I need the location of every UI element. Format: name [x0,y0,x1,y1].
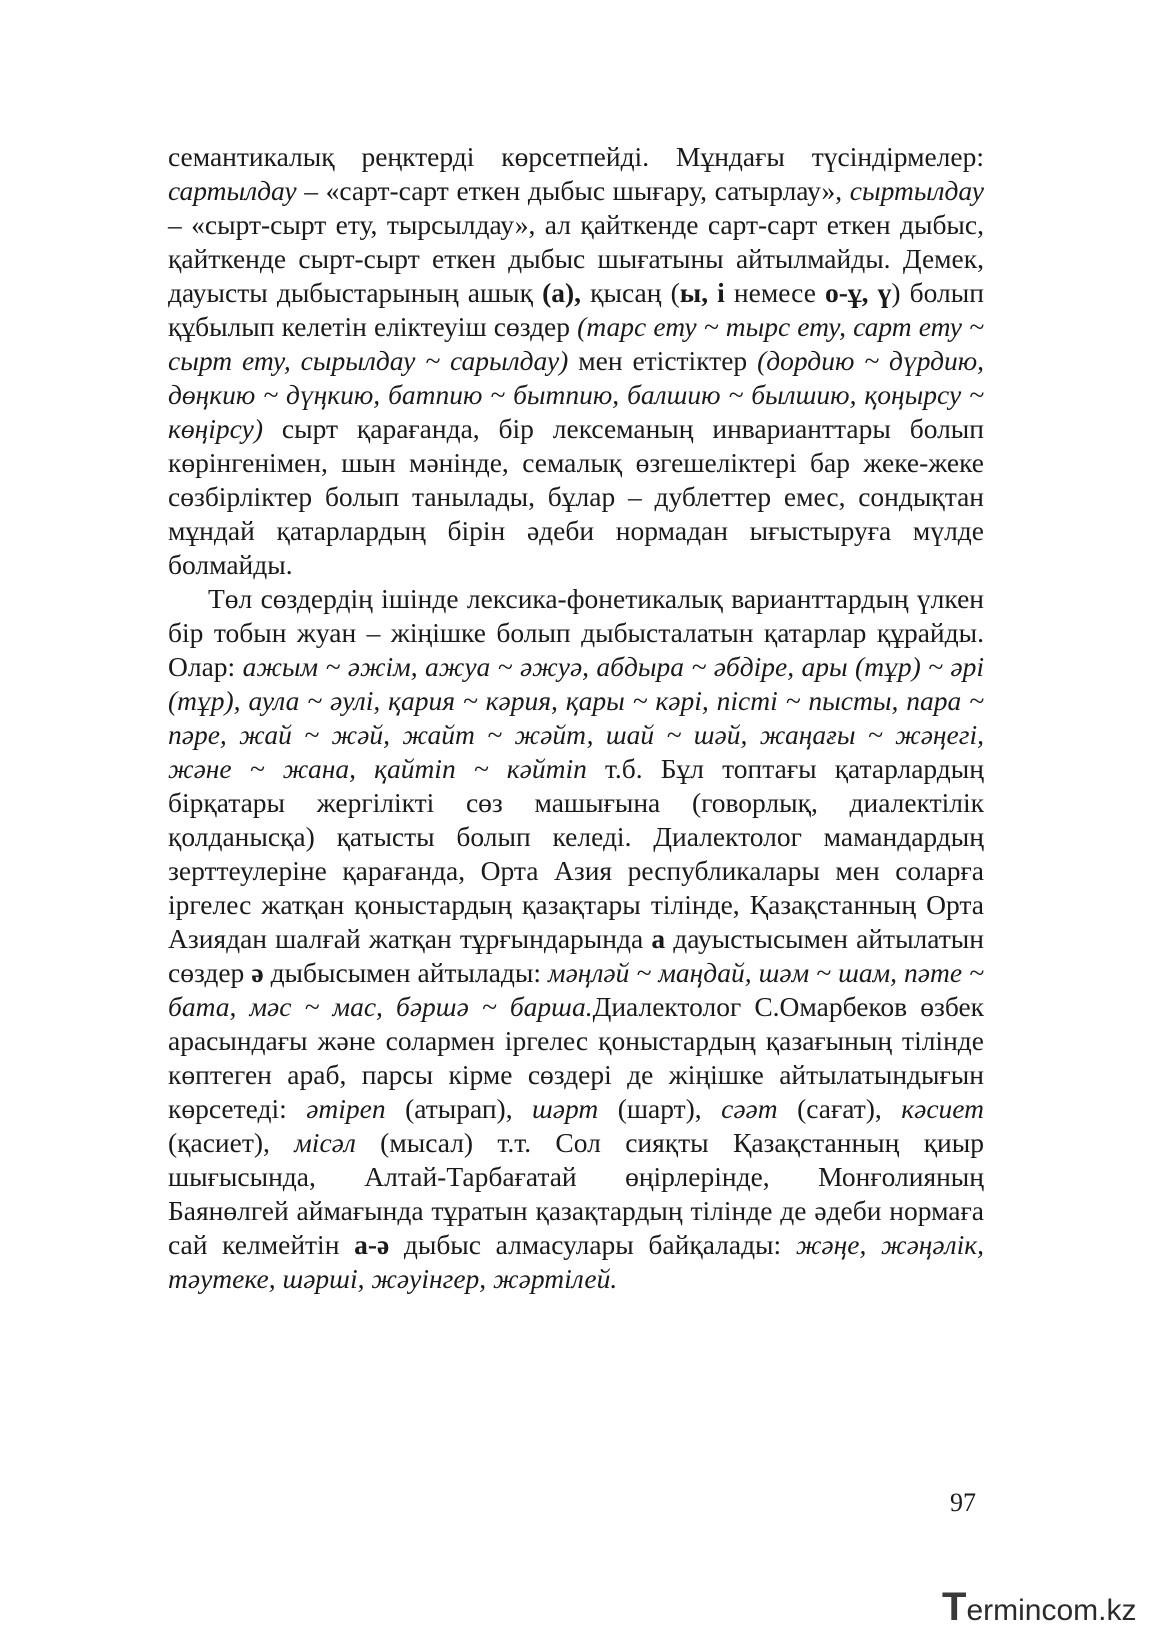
watermark-rest: ermincom.kz [966,1594,1137,1627]
paragraph [168,140,984,582]
text-run: (атырап), [385,1093,533,1124]
bold-run: о-ұ, ү [825,277,892,308]
text-run: (сағат), [777,1093,902,1124]
paragraph [168,582,984,1296]
text-run: мен етістіктер [568,345,758,376]
text-run: (қасиет), [168,1127,295,1158]
italic-run: місәл [294,1127,356,1158]
text-run: Төл сөздердің ішінде лексика-фонетикалық варианттардың үлкен бір тобын жуан – жіңішке болып дыбысталатын қатарлар құрайды. Олар: [168,583,984,682]
bold-run: ә [251,957,264,988]
bold-run: ы, і [679,277,725,308]
italic-run: шәрт [532,1093,599,1124]
italic-run: (дордию ~ дүрдию, дөңкию ~ дүңкию, батпию ~ бытпию, балшию ~ былшию, қоңырсу ~ көңірсу) [168,345,985,444]
italic-run: әтіреп [306,1093,386,1124]
site-watermark-logo [942,1585,1142,1629]
text-run: немесе [724,277,826,308]
italic-run: кәсиет [901,1093,984,1124]
text-run: (шарт), [598,1093,722,1124]
text-run: дыбысымен айтылады: [263,957,549,988]
text-run: дыбыс алмасулары байқалады: [389,1229,796,1260]
text-run: т.б. Бұл топтағы қатарлардың бірқатары жергілікті сөз машығына (говорлық, диалектілік қолданысқа) қатысты болып келеді. Диалектолог мамандардың зерттеулеріне қарағанда, Орта Азия республикалары мен соларға іргелес жатқан қоныстардың қазақтары тілінде, Қазақстанның Орта Азиядан шалғай жатқан тұрғындарында [168,753,984,954]
text-run: семантикалық реңктерді көрсетпейді. Мұндағы түсіндірмелер: [168,141,984,172]
page-body [168,140,984,1296]
text-run: – «сарт-сарт еткен дыбыс шығару, сатырлау», [296,175,850,206]
italic-run: сәәт [721,1093,778,1124]
italic-run: ажым ~ әжім, ажуа ~ әжуә, абдыра ~ әбдіре, ары (тұр) ~ әрі (тұр), аула ~ әулі, қария ~ кәрия, қары ~ кәрі, пісті ~ пысты, пара ~ пәре, жай ~ жәй, жайт ~ жәйт, шай ~ шәй, жаңағы ~ жәңегі, және ~ жана, қайтіп ~ кәйтіп [168,651,984,784]
bold-run: а-ә [354,1229,390,1260]
page-number: 97 [950,1488,976,1517]
text-run: Диалектолог С.Омарбеков өзбек арасындағы және солармен іргелес қоныстардың қазағының тілінде көптеген араб, парсы кірме сөздері де жіңішке айтылатындығын көрсетеді: [168,991,985,1124]
italic-run: жәңе, жәңәлік, тәутеке, шәрші, жәуінгер, жәртілей. [168,1229,984,1294]
bold-run: а [651,923,666,954]
text-run: ) болып құбылып келетін еліктеуіш сөздер [168,277,984,342]
bold-run: (а), [542,277,582,308]
text-run: қысаң ( [581,277,680,308]
text-run: дауыстысымен айтылатын сөздер [168,923,984,988]
text-run: сырт қарағанда, бір лексеманың инварианттары болып көрінгенімен, шын мәнінде, семалық өзгешеліктері бар жеке-жеке сөзбірліктер болып танылады, бұлар – дублеттер емес, сондықтан мұндай қатарлардың бірін әдеби нормадан ығыстыруға мүлде болмайды. [168,413,984,580]
italic-run: сыртылдау [849,175,984,206]
watermark-first-letter: T [942,1585,967,1629]
italic-run: сартылдау [168,175,297,206]
italic-run: мәңләй ~ маңдай, шәм ~ шам, пәте ~ бата, мәс ~ мас, бәршә ~ барша. [168,957,984,1022]
text-run: – «сырт-сырт ету, тырсылдау», ал қайткенде сарт-сарт еткен дыбыс, қайткенде сырт-сырт еткен дыбыс шығатыны айтылмайды. Демек, дауысты дыбыстарының ашық [168,209,984,308]
text-run: (мысал) т.т. Сол сияқты Қазақстанның қиыр шығысында, Алтай-Тарбағатай өңірлерінде, Монғолияның Баянөлгей аймағында тұратын қазақтардың тілінде де әдеби нормаға сай келмейтін [168,1127,985,1260]
italic-run: (тарс ету ~ тырс ету, сарт ету ~ сырт ету, сырылдау ~ сарылдау) [168,311,984,376]
